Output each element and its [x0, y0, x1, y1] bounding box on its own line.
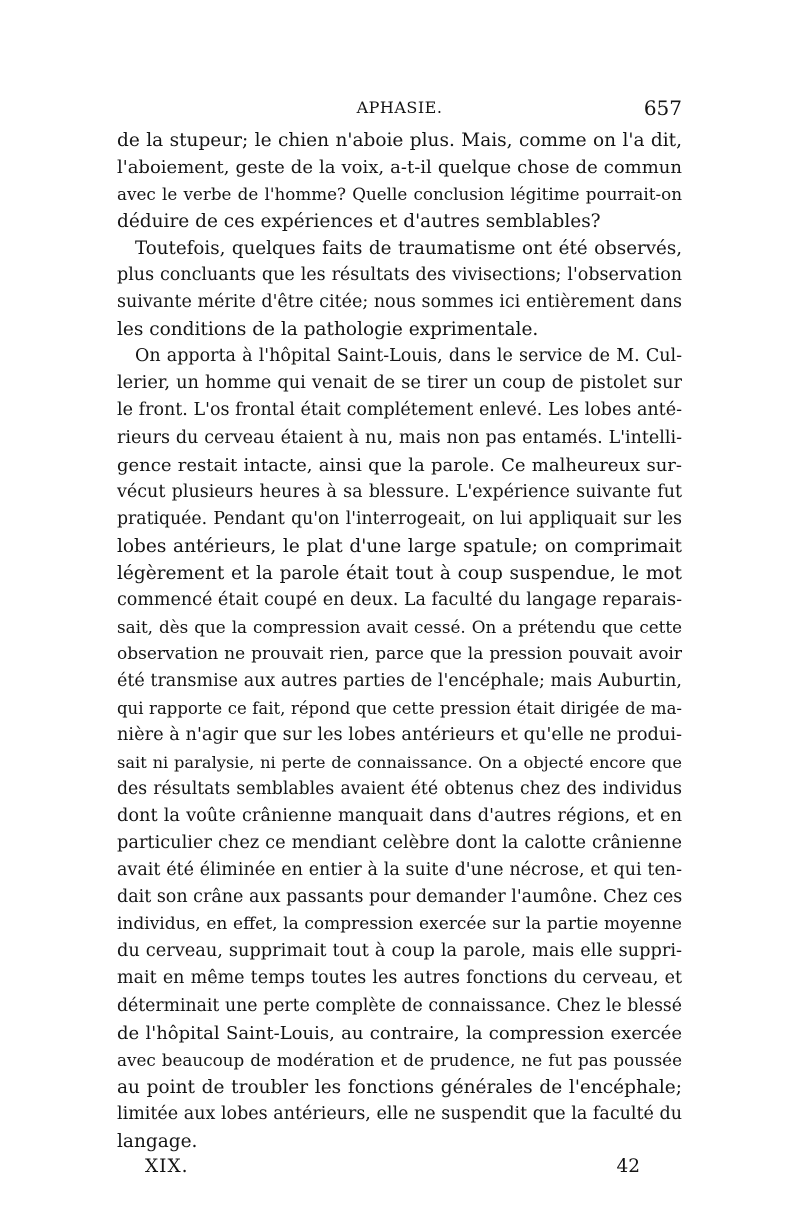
text-line: individus, en effet, la compression exercée sur la partie moyenne — [117, 914, 682, 935]
folio-number: 42 — [616, 1156, 640, 1177]
text-line: rieurs du cerveau étaient à nu, mais non pas entamés. L'intelli- — [117, 427, 682, 448]
text-line: langage. — [117, 1130, 198, 1152]
paragraph-start-line: Toutefois, quelques faits de traumatisme ont été observés, — [135, 238, 682, 260]
text-line: vécut plusieurs heures à sa blessure. L'expérience suivante fut — [117, 481, 682, 502]
body-text — [117, 127, 682, 1155]
page-number: 657 — [643, 96, 682, 120]
text-line: les conditions de la pathologie exprimentale. — [117, 319, 539, 341]
text-line: le front. L'os frontal était complétement enlevé. Les lobes anté- — [117, 400, 682, 421]
running-head — [117, 98, 682, 124]
text-line: avait été éliminée en entier à la suite d'une nécrose, et qui ten- — [117, 860, 682, 881]
text-line: plus concluants que les résultats des vivisections; l'observation — [117, 265, 682, 286]
text-line: sait, dès que la compression avait cessé. On a prétendu que cette — [117, 616, 682, 637]
text-line: gence restait intacte, ainsi que la parole. Ce malheureux sur- — [117, 454, 682, 476]
text-line: nière à n'agir que sur les lobes antérieurs et qu'elle ne produi- — [117, 725, 682, 746]
text-line: dait son crâne aux passants pour demander l'aumône. Chez ces — [117, 887, 683, 908]
text-line: du cerveau, supprimait tout à coup la parole, mais elle suppri- — [117, 941, 682, 962]
page-footer — [117, 1156, 682, 1182]
text-line: qui rapporte ce fait, répond que cette pression était dirigée de ma- — [117, 698, 682, 718]
text-line: de l'hôpital Saint-Louis, au contraire, la compression exercée — [117, 1022, 682, 1044]
text-line: avec le verbe de l'homme? Quelle conclusion légitime pourrait-on — [117, 184, 682, 205]
text-line: au point de troubler les fonctions générales de l'encéphale; — [117, 1076, 682, 1098]
text-line: dont la voûte crânienne manquait dans d'autres régions, et en — [117, 806, 682, 827]
text-line: lobes antérieurs, le plat d'une large spatule; on comprimait — [117, 535, 682, 557]
text-line: des résultats semblables avaient été obtenus chez des individus — [117, 779, 682, 800]
text-line: été transmise aux autres parties de l'encéphale; mais Auburtin, — [117, 670, 682, 691]
text-line: particulier chez ce mendiant celèbre dont la calotte crânienne — [117, 833, 682, 854]
text-line: déduire de ces expériences et d'autres semblables? — [117, 211, 601, 233]
text-line: légèrement et la parole était tout à coup suspendue, le mot — [117, 562, 682, 584]
text-line: sait ni paralysie, ni perte de connaissance. On a objecté encore que — [117, 753, 682, 773]
text-line: l'aboiement, geste de la voix, a-t-il quelque chose de commun — [117, 157, 682, 179]
text-line: avec beaucoup de modération et de prudence, ne fut pas poussée — [117, 1049, 682, 1070]
text-line: observation ne prouvait rien, parce que la pression pouvait avoir — [117, 643, 682, 664]
text-line: déterminait une perte complète de connaissance. Chez le blessé — [117, 995, 682, 1016]
paragraph-start-line: On apporta à l'hôpital Saint-Louis, dans le service de M. Cul- — [135, 346, 682, 367]
signature-mark: XIX. — [145, 1156, 189, 1177]
text-line: mait en même temps toutes les autres fonctions du cerveau, et — [117, 968, 682, 989]
running-title: APHASIE. — [356, 98, 443, 117]
text-line: de la stupeur; le chien n'aboie plus. Mais, comme on l'a dit, — [117, 130, 682, 151]
text-line: pratiquée. Pendant qu'on l'interrogeait, on lui appliquait sur les — [117, 508, 682, 529]
text-line: commencé était coupé en deux. La faculté du langage reparais- — [117, 589, 682, 610]
text-line: lerier, un homme qui venait de se tirer un coup de pistolet sur — [117, 373, 682, 394]
text-line: suivante mérite d'être citée; nous sommes ici entièrement dans — [117, 292, 682, 313]
text-line: limitée aux lobes antérieurs, elle ne suspendit que la faculté du — [117, 1103, 682, 1124]
